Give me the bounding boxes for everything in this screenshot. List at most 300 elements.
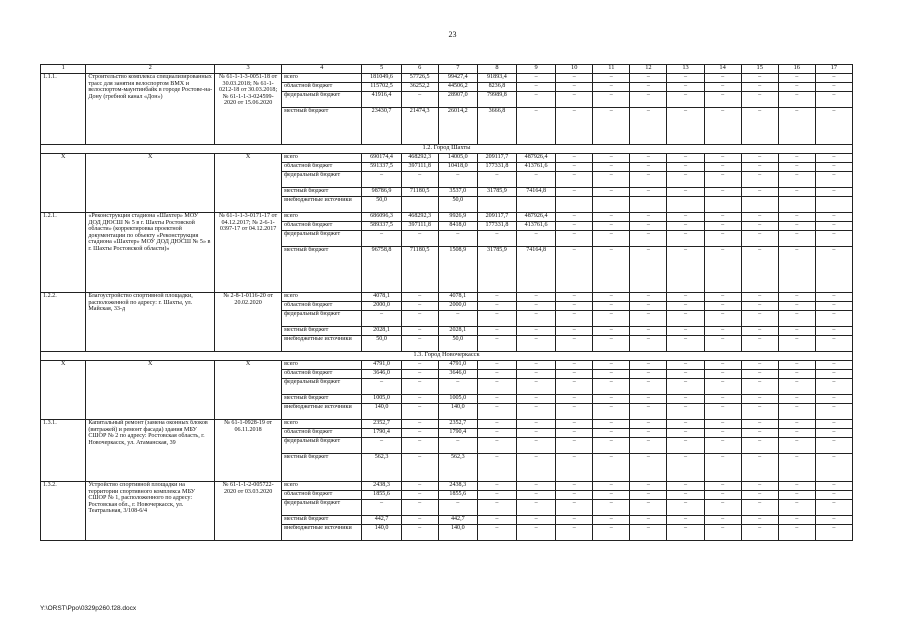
column-number: 6 [401,65,438,74]
value-cell: – [815,395,852,404]
value-cell: – [401,293,438,302]
value-cell: – [815,454,852,482]
value-cell: – [667,293,704,302]
value-cell: – [630,188,667,197]
funding-source: внебюджетные источники [282,336,362,352]
value-cell: – [704,154,741,163]
object-name: Строительство комплекса специализированных трасс для занятия велоспортом ВМХ и велоспортом-маунтинбайк в городе Ростове-на-Дону (гребной канал «Дон») [86,74,215,145]
value-cell: – [667,302,704,311]
value-cell: – [778,361,815,370]
value-cell: 1790,4 [362,429,401,438]
value-cell: – [630,482,667,491]
value-cell: – [593,231,630,247]
value-cell: – [401,172,438,188]
value-cell: – [667,154,704,163]
value-cell: 413761,6 [517,222,556,231]
value-cell: – [704,420,741,429]
value-cell: – [630,302,667,311]
column-number: 11 [593,65,630,74]
value-cell [593,197,630,213]
value-cell: 74164,8 [517,188,556,197]
value-cell: 177331,8 [477,163,516,172]
value-cell: 99427,4 [438,74,477,83]
value-cell: – [517,311,556,327]
value-cell: – [517,92,556,108]
value-cell: – [477,172,516,188]
item-code: X [41,154,86,213]
value-cell: – [741,213,778,222]
value-cell: – [778,395,815,404]
value-cell: – [741,438,778,454]
value-cell: – [477,525,516,541]
value-cell: – [362,379,401,395]
value-cell: – [778,379,815,395]
value-cell: – [741,454,778,482]
value-cell: 31785,9 [477,188,516,197]
value-cell: 50,0 [362,336,401,352]
value-cell: – [556,172,593,188]
value-cell: 2352,7 [362,420,401,429]
value-cell: 2352,7 [438,420,477,429]
value-cell: – [401,454,438,482]
value-cell: – [667,231,704,247]
value-cell: – [667,247,704,293]
expertise-document: № 61-1-1-3-0171-17 от 04.12.2017; № 2-6-1-0397-17 от 04.12.2017 [215,213,282,293]
value-cell: 50,0 [438,336,477,352]
value-cell: – [593,361,630,370]
value-cell: – [401,491,438,500]
value-cell: – [815,247,852,293]
value-cell: – [630,172,667,188]
value-cell: – [815,83,852,92]
value-cell: 4078,1 [438,293,477,302]
value-cell: – [593,500,630,516]
value-cell: – [778,516,815,525]
value-cell: – [362,438,401,454]
value-cell: – [667,500,704,516]
value-cell: – [477,500,516,516]
value-cell: – [630,404,667,420]
expertise-document: № 61-1-0928-19 от 06.11.2018 [215,420,282,482]
value-cell: 71180,5 [401,247,438,293]
funding-source: местный бюджет [282,327,362,336]
value-cell: – [778,438,815,454]
value-cell: – [667,172,704,188]
value-cell: – [667,454,704,482]
value-cell: – [517,336,556,352]
value-cell: 3646,0 [438,370,477,379]
funding-source: местный бюджет [282,516,362,525]
value-cell: – [778,311,815,327]
value-cell: – [556,404,593,420]
value-cell: – [815,222,852,231]
value-cell: – [556,231,593,247]
value-cell: – [630,420,667,429]
value-cell: 50,0 [438,197,477,213]
value-cell: – [593,222,630,231]
value-cell: – [778,327,815,336]
value-cell: – [704,188,741,197]
section-row [41,352,853,361]
value-cell: – [667,163,704,172]
value-cell: – [778,302,815,311]
value-cell: – [556,311,593,327]
value-cell: 1855,6 [438,491,477,500]
value-cell: – [815,379,852,395]
value-cell: – [477,379,516,395]
value-cell: – [477,361,516,370]
value-cell: – [741,420,778,429]
column-number: 14 [704,65,741,74]
value-cell: – [667,83,704,92]
column-number: 8 [477,65,516,74]
value-cell: – [517,438,556,454]
value-cell: – [667,370,704,379]
value-cell: – [630,74,667,83]
value-cell: – [778,336,815,352]
value-cell: 140,0 [438,404,477,420]
value-cell: – [630,83,667,92]
expertise-document: № 61-1-1-2-005722-2020 от 03.03.2020 [215,482,282,541]
value-cell: – [401,336,438,352]
value-cell: 2028,1 [438,327,477,336]
value-cell: – [556,438,593,454]
value-cell: – [630,395,667,404]
object-name: Устройство спортивной площадки на территории спортивного комплекса МБУ СШОР № 1, расположенного по адресу: Ростовская обл., г. Новочеркасск, ул. Театральная, 3/108-6/4 [86,482,215,541]
value-cell: – [704,379,741,395]
value-cell: – [704,83,741,92]
value-cell: – [630,222,667,231]
value-cell: – [517,516,556,525]
funding-source: местный бюджет [282,395,362,404]
value-cell: – [556,336,593,352]
value-cell: – [667,438,704,454]
value-cell: 2438,3 [438,482,477,491]
value-cell: – [593,293,630,302]
value-cell: – [704,482,741,491]
column-number: 12 [630,65,667,74]
funding-source: федеральный бюджет [282,500,362,516]
value-cell: – [593,438,630,454]
value-cell: – [667,327,704,336]
value-cell: – [593,379,630,395]
value-cell: – [556,420,593,429]
value-cell: – [704,108,741,145]
value-cell: – [517,231,556,247]
column-number: 16 [778,65,815,74]
value-cell: – [778,491,815,500]
expertise-document: № 61-1-1-3-0051-18 от 30.03.2018; № 61-1-0212-18 от 30.03.2018; № 61-1-1-3-024599-2020 от 15.06.2020 [215,74,282,145]
funding-source: внебюджетные источники [282,197,362,213]
value-cell: 140,0 [362,404,401,420]
value-cell: – [741,92,778,108]
value-cell: – [667,188,704,197]
value-cell: – [778,231,815,247]
value-cell: – [667,420,704,429]
value-cell: – [630,361,667,370]
value-cell: – [704,311,741,327]
value-cell: – [704,525,741,541]
value-cell: 57726,5 [401,74,438,83]
value-cell: 3646,0 [362,370,401,379]
value-cell: 14005,0 [438,154,477,163]
value-cell: 209117,7 [477,213,516,222]
value-cell: 487926,4 [517,213,556,222]
value-cell: – [667,525,704,541]
value-cell: – [593,213,630,222]
section-title: 1.2. Город Шахты [41,145,853,154]
value-cell: – [778,370,815,379]
value-cell: – [593,154,630,163]
value-cell: – [667,395,704,404]
value-cell: – [477,420,516,429]
value-cell: – [517,420,556,429]
value-cell: – [556,188,593,197]
value-cell: – [438,500,477,516]
value-cell: – [815,293,852,302]
value-cell: 4078,1 [362,293,401,302]
value-cell: – [517,293,556,302]
value-cell: – [667,379,704,395]
item-code: 1.3.1. [41,420,86,482]
value-cell: – [401,429,438,438]
value-cell: – [667,92,704,108]
funding-source: внебюджетные источники [282,404,362,420]
funding-source: всего [282,361,362,370]
value-cell: – [778,429,815,438]
value-cell: – [593,92,630,108]
value-cell: – [401,231,438,247]
funding-source: областной бюджет [282,429,362,438]
funding-source: областной бюджет [282,370,362,379]
value-cell: – [556,74,593,83]
value-cell: – [477,293,516,302]
value-cell [667,197,704,213]
value-cell: – [667,213,704,222]
value-cell: 91893,4 [477,74,516,83]
value-cell: – [704,395,741,404]
value-cell: – [556,302,593,311]
value-cell: – [815,154,852,163]
value-cell: – [630,379,667,395]
value-cell: – [401,404,438,420]
item-code: 1.2.1. [41,213,86,293]
value-cell: – [741,482,778,491]
value-cell: – [741,74,778,83]
value-cell: – [362,311,401,327]
value-cell: – [593,74,630,83]
value-cell: – [593,429,630,438]
value-cell: – [438,311,477,327]
value-cell: – [667,491,704,500]
value-cell: 79989,8 [477,92,516,108]
value-cell: – [741,361,778,370]
value-cell: 44506,2 [438,83,477,92]
value-cell: – [401,395,438,404]
object-name: «Реконструкция стадиона «Шахтер» МОУ ДОД ДЮСШ № 5 в г. Шахты Ростовской области» (корректировка проектной документации по объекту «Реконструкция стадиона «Шахтер» МОУ ДОД ДЮСШ № 5» в г. Шахты Ростовской области)» [86,213,215,293]
value-cell: – [741,311,778,327]
value-cell: – [704,454,741,482]
value-cell: 468292,3 [401,154,438,163]
value-cell: – [593,188,630,197]
value-cell [401,197,438,213]
value-cell: 10418,0 [438,163,477,172]
funding-source: всего [282,213,362,222]
object-name: Капитальный ремонт (замена оконных блоков (витражей) и ремонт фасада) здания МБУ СШОР № 2 по адресу: Ростовская область, г. Новочеркасск, ул. Атаманская, 39 [86,420,215,482]
value-cell: – [704,336,741,352]
value-cell: – [517,525,556,541]
value-cell: – [401,311,438,327]
value-cell: – [556,429,593,438]
table-row [41,293,853,302]
value-cell: – [741,429,778,438]
value-cell: – [815,188,852,197]
funding-source: всего [282,482,362,491]
value-cell: – [401,379,438,395]
value-cell: – [477,454,516,482]
expertise-document: X [215,361,282,420]
value-cell: – [630,247,667,293]
value-cell: – [517,83,556,92]
table-row [41,213,853,222]
value-cell: – [741,172,778,188]
value-cell: 487926,4 [517,154,556,163]
value-cell: – [704,491,741,500]
value-cell: – [630,370,667,379]
value-cell: – [556,213,593,222]
value-cell: – [778,482,815,491]
value-cell: 41916,4 [362,92,401,108]
value-cell: 140,0 [438,525,477,541]
item-code: X [41,361,86,420]
funding-source: местный бюджет [282,247,362,293]
value-cell: – [556,154,593,163]
value-cell: – [704,222,741,231]
value-cell: 181049,6 [362,74,401,83]
value-cell: – [517,404,556,420]
value-cell: 98786,9 [362,188,401,197]
value-cell: – [741,370,778,379]
section-title: 1.3. Город Новочеркасск [41,352,853,361]
value-cell: 50,0 [362,197,401,213]
value-cell: – [667,404,704,420]
value-cell: – [593,302,630,311]
object-name: X [86,361,215,420]
value-cell: – [556,370,593,379]
value-cell: – [704,438,741,454]
section-row [41,145,853,154]
value-cell: – [477,404,516,420]
funding-source: местный бюджет [282,454,362,482]
value-cell: 36252,2 [401,83,438,92]
value-cell: – [704,172,741,188]
value-cell: – [630,336,667,352]
value-cell: – [630,231,667,247]
value-cell: – [741,83,778,92]
value-cell: – [517,327,556,336]
value-cell [630,197,667,213]
value-cell: 3666,8 [477,108,516,145]
funding-source: местный бюджет [282,108,362,145]
value-cell: – [556,491,593,500]
value-cell: – [401,516,438,525]
value-cell: – [704,327,741,336]
value-cell: – [556,293,593,302]
value-cell: – [815,500,852,516]
table-row [41,420,853,429]
value-cell: – [593,327,630,336]
value-cell: – [630,438,667,454]
value-cell: – [741,500,778,516]
value-cell: 690174,4 [362,154,401,163]
table-row [41,74,853,83]
value-cell: – [741,336,778,352]
value-cell: – [593,420,630,429]
value-cell: – [401,525,438,541]
value-cell: – [630,163,667,172]
funding-source: всего [282,74,362,83]
header-row [41,65,853,74]
value-cell: – [556,525,593,541]
value-cell: – [401,92,438,108]
column-number: 10 [556,65,593,74]
value-cell: – [593,247,630,293]
value-cell: 589337,5 [362,222,401,231]
value-cell: 4791,0 [362,361,401,370]
value-cell: 3537,0 [438,188,477,197]
value-cell: 442,7 [438,516,477,525]
value-cell: – [438,172,477,188]
item-code: 1.1.1. [41,74,86,145]
column-number: 3 [215,65,282,74]
value-cell: – [630,429,667,438]
value-cell: – [517,108,556,145]
value-cell: 397111,8 [401,163,438,172]
file-path-footer: Y:\ORST\Ppo\0329p260.f28.docx [40,605,137,612]
value-cell: 442,7 [362,516,401,525]
value-cell: – [667,108,704,145]
value-cell: – [556,454,593,482]
value-cell: – [778,454,815,482]
value-cell: 2438,3 [362,482,401,491]
value-cell: – [477,438,516,454]
value-cell: – [815,420,852,429]
value-cell: – [517,74,556,83]
value-cell: – [630,154,667,163]
value-cell [556,197,593,213]
item-code: 1.2.2. [41,293,86,352]
value-cell: – [741,491,778,500]
value-cell: – [741,163,778,172]
value-cell: – [401,302,438,311]
funding-source: местный бюджет [282,188,362,197]
value-cell: – [477,231,516,247]
value-cell: – [815,438,852,454]
value-cell: – [593,370,630,379]
value-cell: – [778,404,815,420]
value-cell: – [778,172,815,188]
value-cell: 31785,9 [477,247,516,293]
value-cell: – [401,438,438,454]
value-cell: – [593,516,630,525]
value-cell: – [517,379,556,395]
funding-source: всего [282,154,362,163]
funding-source: всего [282,420,362,429]
value-cell: 1508,9 [438,247,477,293]
funding-source: областной бюджет [282,491,362,500]
value-cell: – [704,370,741,379]
value-cell: – [630,491,667,500]
